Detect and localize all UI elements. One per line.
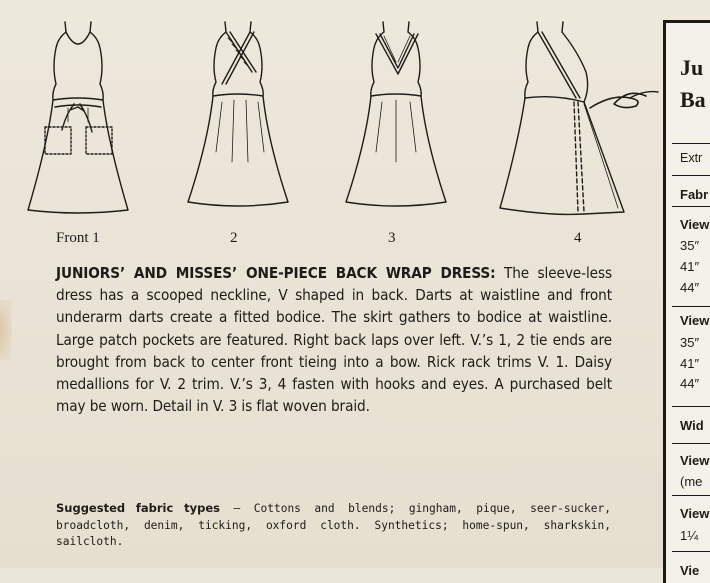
panel-row: 44″ xyxy=(680,280,700,295)
panel-divider xyxy=(672,206,710,207)
panel-row: 41″ xyxy=(680,356,700,371)
description-title: JUNIORS’ AND MISSES’ ONE-PIECE BACK WRAP DRESS: xyxy=(56,264,496,282)
panel-row: Fabr xyxy=(680,187,709,202)
panel-divider xyxy=(672,306,710,307)
suggested-fabrics xyxy=(56,500,611,551)
panel-row: Wid xyxy=(680,418,704,433)
panel-title-line-1: Ju xyxy=(680,55,704,80)
figure-label-2: 2 xyxy=(230,230,238,246)
panel-divider xyxy=(672,143,710,144)
figure-label-3: 3 xyxy=(388,230,396,246)
yardage-panel xyxy=(663,20,710,583)
panel-row: 35″ xyxy=(680,238,700,253)
figure-view-1 xyxy=(22,12,134,217)
figure-label-4: 4 xyxy=(574,230,582,246)
figure-view-2 xyxy=(182,12,294,217)
figure-view-3 xyxy=(340,12,452,217)
panel-divider xyxy=(672,406,710,407)
panel-row: View xyxy=(680,453,710,468)
panel-divider xyxy=(672,175,710,176)
description-body: The sleeve-less dress has a scooped neckline, V shaped in back. Darts at waistline and front underarm darts create a fitted bodice. The skirt gathers to bodice at waistline. Large patch pockets are featured. Right back laps over left. V.’s 1, 2 tie ends are brought from back to center front tieing into a bow. Rick rack trims V. 1. Daisy medallions for V. 2 trim. V.’s 3, 4 fasten with hooks and eyes. A purchased belt may be worn. Detail in V. 3 is flat woven braid. xyxy=(56,264,612,416)
dress-description xyxy=(56,262,612,417)
panel-row: Vie xyxy=(680,563,700,578)
panel-divider xyxy=(672,443,710,444)
panel-row: 41″ xyxy=(680,259,700,274)
panel-divider xyxy=(672,551,710,552)
panel-row: 44″ xyxy=(680,376,700,391)
figure-view-4 xyxy=(494,12,664,222)
fabrics-label: Suggested fabric types xyxy=(56,501,220,515)
panel-row: (me xyxy=(680,474,703,489)
panel-row: View xyxy=(680,217,710,232)
panel-row: View xyxy=(680,506,710,521)
panel-row: 1¼ xyxy=(680,528,699,543)
paper-stain xyxy=(0,300,12,360)
panel-title xyxy=(680,52,706,116)
panel-divider xyxy=(672,495,710,496)
panel-title-line-2: Ba xyxy=(680,87,706,112)
figure-label-1: Front 1 xyxy=(56,230,100,246)
panel-row: 35″ xyxy=(680,335,700,350)
panel-subtitle: Extr xyxy=(680,151,703,165)
panel-row: View xyxy=(680,313,710,328)
fabrics-text: — Cottons and blends; gingham, pique, seer-sucker, broadcloth, denim, ticking, oxford cloth. Synthetics; home-spun, sharkskin, sailcloth. xyxy=(56,502,611,548)
